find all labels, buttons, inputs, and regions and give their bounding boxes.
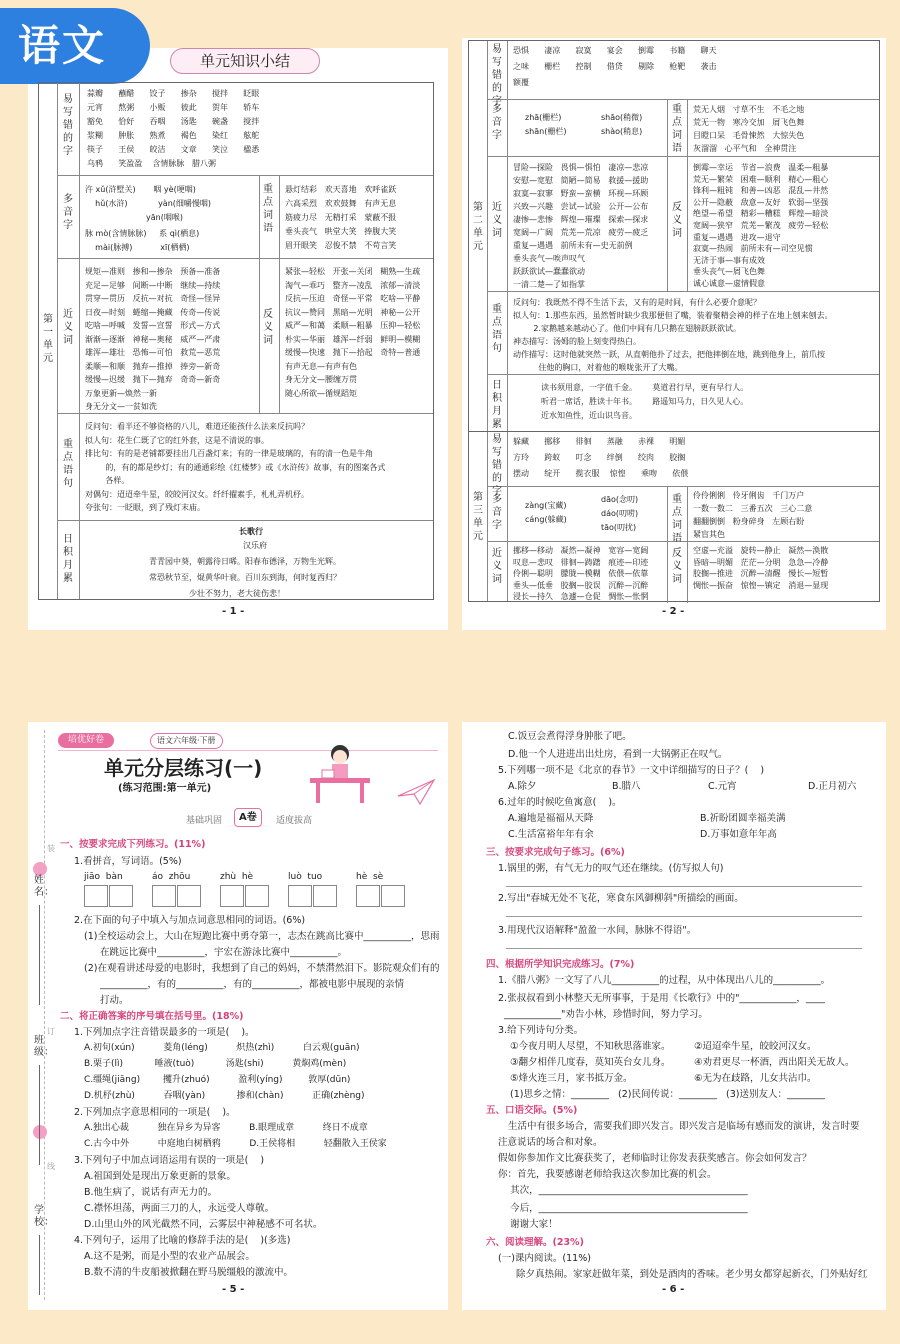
text-line: 浸长—持久 急遽—仓促 惆怅—怅惘 — [513, 592, 649, 602]
tab-right: 适度拔高 — [276, 816, 313, 826]
binding-hole — [33, 862, 47, 876]
text-line: 其次，____________________________________________ — [498, 1185, 748, 1196]
section-heading: 二、将正确答案的序号填在括号里。(18%) — [60, 1011, 244, 1022]
poem: ⑥无为在歧路，儿女共沾巾。 — [694, 1073, 817, 1084]
text-line: 眉开眼笑 忍俊不禁 不苟言笑 — [285, 241, 397, 250]
answer-box[interactable] — [288, 885, 352, 907]
question: (一)课内阅读。(11%) — [498, 1253, 591, 1264]
text-line: 紧张—轻松 开张—关闭 糊熟—生疏 — [285, 267, 421, 276]
text-line: 胶搁—推进 沉醉—清醒 慢长—短暂 — [693, 569, 829, 579]
grade-label: 语文六年级·下册 — [150, 733, 223, 749]
pinyin-label: áo zhōu — [152, 872, 191, 882]
text-line: 近水知鱼性，近山识鸟音。 — [541, 411, 637, 420]
option-line: C.襟怀坦荡，两面三刀的人，永远受人尊敬。 — [84, 1203, 275, 1214]
fold-mark: 订 — [47, 1027, 55, 1036]
row-label: 反义词 — [672, 202, 682, 239]
text-line: 叹息—悲叹 徘徊—踌躇 痕迹—印迹 — [513, 557, 649, 567]
page-number: - 6 - — [662, 1284, 685, 1295]
text-line: 谢谢大家！ — [498, 1219, 558, 1230]
text-line: shāo(稍微) — [601, 113, 643, 122]
text-line: 的，有的都是纱灯；有的通通彩绘《红楼梦》或《水浒传》故事，有的图案各式 — [85, 462, 386, 472]
option-line: C.缰绳(jiāng) 攫升(zhuó) 盈利(yíng) 敦厚(dūn) — [84, 1075, 351, 1085]
text-line: 拟人句：花生仁既了它的红外套，这是不清说的事。 — [85, 435, 269, 445]
text-line: 生活中有很多场合，需要我们即兴发言。即兴发言是临场有感而发的演讲，发言时要 — [508, 1121, 860, 1132]
text-line: 摆动 绽开 揽衣服 惊惶 乘吻 依偎 — [513, 469, 689, 478]
page-subtitle: (练习范围:第一单元) — [118, 783, 212, 794]
text-line: 灰溜溜 心平气和 全神贯注 — [693, 144, 797, 153]
text-line: 随心所欲—循规蹈矩 — [285, 388, 357, 398]
text-line: 身无分文—腰缠万贯 — [285, 375, 357, 384]
text-line: 冒险—探险 畏惧—惧怕 凄凉—悲凉 — [513, 163, 649, 172]
text-line: 重复—遇遇 进攻—退守 — [693, 232, 781, 242]
row-label: 重点词语 — [263, 184, 273, 234]
text-line: 抗议—赞同 黑暗—光明 神秘—公开 — [285, 307, 421, 317]
text-line: 听君一席话，胜读十年书。 路遥知马力，日久见人心。 — [541, 397, 749, 406]
text-line: 假如你参加作文比赛获奖了，老师临时让你发表获奖感言。你会如何发言？ — [498, 1153, 812, 1164]
option-line: D.他一个人进进出出灶房，看到一大锅粥正在叹气。 — [508, 749, 728, 760]
page2-table — [468, 40, 880, 602]
text-line: 今后，____________________________________________ — [498, 1203, 748, 1214]
text-line: 锋利—粗钝 和善—凶恶 混乱—井然 — [693, 186, 829, 196]
text-line: 紧盲其色 — [693, 530, 725, 539]
answer-box[interactable] — [152, 885, 216, 907]
row-label: 重点词语 — [672, 104, 682, 154]
row-label: 重点语句 — [63, 439, 73, 489]
text-line: 雄浑—雄壮 恐怖—可怕 救荒—恶荒 — [85, 348, 221, 357]
text-line: 宽阔—广阔 荒芜—荒凉 疲劳—疲乏 — [513, 228, 649, 237]
text-line: 反问句：我既然不得不生活下去，又有的是时间，有什么必要介意呢？ — [513, 298, 761, 307]
unit-label: 第三单元 — [473, 492, 483, 542]
text-line: 住他的胸口，对着他的喉咙张开了大嘴。 — [513, 363, 683, 372]
option: A.除夕 — [508, 781, 537, 792]
text-line: 拟人句：1.那些东西，虽然暂时缺少我那便但了嘴，装着聚精会神的样子在地上刨来刨去。 — [513, 311, 833, 320]
text-line: shào(稍息) — [601, 127, 643, 136]
text-line: 缓慢—快速 抛下—拾起 奇特—普通 — [285, 348, 421, 357]
page-number: - 5 - — [222, 1284, 245, 1295]
text-line: hǔ(水浒) yàn(细嚼慢咽) — [85, 199, 212, 208]
text-line: 打动。 — [100, 995, 129, 1006]
text-line: (2)在观看讲述母爱的电影时，我想到了自己的妈妈，不禁潸然泪下。影院观众们有的 — [84, 963, 440, 974]
answer-box[interactable] — [220, 885, 284, 907]
row-label: 日积月累 — [492, 380, 502, 430]
text-line: 安慰—宽慰 简陋—简易 救援—援助 — [513, 176, 649, 185]
text-line: 有声无息—有声有色 — [285, 361, 357, 371]
paper-plane-icon — [396, 778, 436, 806]
summary-title: 单元知识小结 — [170, 48, 320, 74]
text-line: 一清二楚—了如指掌 — [513, 280, 585, 289]
text-line: 六高采烈 欢欢鼓舞 有声无息 — [285, 199, 397, 208]
text-line: (1)全校运动会上，大山在短跑比赛中勇夺第一，志杰在跳高比赛中__________，思雨 — [84, 931, 440, 942]
text-line: 反问句：看半还不够资格的八儿，难道还能孩什么法来反抗吗？ — [85, 422, 309, 431]
text-line: 重复—遇遇 前所未有—史无前例 — [513, 241, 633, 250]
text-line: 翻翻倒倒 粉身碎身 左顾右盼 — [693, 517, 805, 526]
text-line: 威严—和蔼 柔顺—粗暴 压抑—轻松 — [285, 321, 421, 330]
answer-line[interactable] — [506, 886, 862, 887]
text-line: 筷子 王侯 皎洁 文章 笑泣 楹悉 — [87, 145, 260, 154]
row-label: 日积月累 — [63, 534, 73, 584]
section-heading: 一、按要求完成下列练习。(11%) — [60, 839, 206, 850]
text-line: 贯穿—贯历 反抗—对抗 奇怪—怪异 — [85, 294, 221, 303]
text-line: 日夜—时刻 蜷缩—掩藏 传奇—传说 — [85, 307, 221, 317]
text-line: yān(咽喉) — [85, 213, 183, 222]
unit-label: 第二单元 — [473, 202, 483, 252]
option: C.生活富裕年年有余 — [508, 829, 594, 840]
text-line: 动作描写：这时他就突然一跃，从直朝他扑了过去，把他摔倒在地，跳到他身上，前爪按 — [513, 350, 825, 359]
text-line: 规矩—准则 掺和—掺杂 预备—准备 — [85, 267, 221, 276]
text-line: 浆糊 肿胀 熟煮 褐色 染红 舷舵 — [87, 131, 260, 140]
text-line: 跃跃欲试—蠢蠢欲动 — [513, 267, 585, 276]
question: 2.写出"春城无处不飞花，寒食东风御柳斜"所描绘的画面。 — [498, 893, 744, 904]
pinyin-label: luò tuo — [288, 872, 323, 882]
text-line: 额覆 — [513, 78, 529, 87]
text-line: 神态描写：汤姆的脸上刻变得热白。 — [513, 337, 641, 346]
text-line: 豁免 恰好 吞咽 汤匙 碗盏 搅拌 — [87, 117, 260, 126]
text-line: 排比句：有的是老铺都要挂出几百盏灯来；有的一律是玻璃的，有的清一色是牛角 — [85, 449, 373, 458]
fold-mark: 线 — [47, 1162, 55, 1171]
text-line: 之味 栅栏 控制 借贷 剔除 枪靶 袭击 — [513, 62, 717, 71]
poem: ②迢迢牵牛星，皎皎河汉女。 — [694, 1041, 817, 1052]
text-line: 蒜瓣 蘸醋 饺子 掺杂 搅拌 眨眼 — [87, 89, 260, 98]
row-label: 易写错的字 — [63, 94, 73, 157]
text-line: 惆怅—振奋 惊惶—镇定 消退—显现 — [693, 580, 829, 590]
text-line: 吃啥—呼喊 发誓—宣誓 形式—方式 — [85, 321, 221, 330]
text-line: zhā(栅栏) — [525, 113, 562, 122]
question: 4.下列句子，运用了比喻的修辞手法的是( )(多选) — [74, 1235, 291, 1246]
row-label: 反义词 — [672, 548, 682, 585]
option: D.万事如意年年高 — [700, 829, 777, 840]
side-label: 班级： — [34, 1035, 54, 1058]
option-line: A.这不是粥，而是小型的农业产品展会。 — [84, 1251, 255, 1262]
text-line: 兴致—兴趣 尝试—试验 公开—公布 — [513, 202, 649, 211]
text-line: 公开—隐蔽 敌意—友好 软弱—坚强 — [693, 197, 829, 207]
row-label: 重点语句 — [492, 304, 502, 354]
pinyin-group — [288, 872, 352, 907]
section-heading: 六、阅读理解。(23%) — [486, 1237, 584, 1248]
row-label: 反义词 — [263, 309, 273, 346]
question: 1.下列加点字注音错误最多的一项是( )。 — [74, 1027, 255, 1038]
pinyin-group — [356, 872, 420, 907]
student-illustration — [300, 740, 380, 810]
pinyin-label: jiāo bàn — [84, 872, 123, 882]
option-line: A.独出心裁 独在异乡为异客 B.眼理成章 终日不成章 — [84, 1123, 368, 1133]
poem-title: 长歌行 — [239, 527, 263, 536]
question: 2.张叔叔看到小林整天无所事事，于是用《长歌行》中的"____________，____ — [498, 993, 825, 1004]
poem-line: 少壮不努力，老大徒伤悲！ — [189, 589, 285, 598]
text-line: 垂头—低垂 胶搁—胶误 沉醉—沉醉 — [513, 580, 649, 590]
question: ____________"劝告小林，珍惜时间，努力学习。 — [498, 1009, 708, 1020]
text-line: 读书须用意，一字值千金。 莫道君行早，更有早行人。 — [541, 383, 749, 392]
option-line: B.栗子(lì) 唾液(tuò) 汤匙(shi) 黄焖鸡(mèn) — [84, 1059, 347, 1069]
text-line: cáng(躲藏) — [525, 515, 567, 524]
text-line: shān(栅栏) — [525, 127, 567, 136]
answer-box[interactable] — [356, 885, 420, 907]
poem-line: 青青园中葵，朝露待日晞。阳春布德泽，万物生光辉。 — [149, 557, 341, 566]
text-line: 身无分文—一贫如洗 — [85, 402, 157, 411]
text-line: 各样。 — [85, 476, 130, 485]
option-line: B.数不清的牛皮船被掀翻在野马脱缰般的激流中。 — [84, 1267, 294, 1278]
poem-classification: (1)思乡之情：________ (2)民间传说：________ (3)送别友人：________ — [510, 1089, 825, 1100]
page-title: 单元分层练习(一) — [104, 756, 263, 780]
text-line: 空虚—充溢 旋转—静止 凝然—涣散 — [693, 546, 829, 555]
text-line: 充足—足够 间断—中断 继续—持续 — [85, 280, 221, 290]
text-line: __________，有的__________，有的__________，都被电影中展现的亲情 — [100, 979, 405, 990]
text-line: 恐惧 凄凉 寂寞 宴会 倒霉 书籍 聊天 — [513, 46, 717, 55]
page-number: - 1 - — [222, 606, 245, 617]
text-line: 荒无—繁荣 困难—顺利 精心—粗心 — [693, 174, 829, 184]
option-line: C.古今中外 中庭地白树栖鸦 D.王侯将相 轻翻散入王侯家 — [84, 1139, 387, 1149]
text-line: 躲藏 挪移 徘徊 蒸融 赤裸 明媚 — [513, 437, 686, 446]
section-heading: 三、按要求完成句子练习。(6%) — [486, 847, 625, 858]
side-label: 姓名： — [34, 875, 54, 898]
pinyin-label: zhù hè — [220, 872, 254, 882]
unit-label: 第一单元 — [43, 314, 53, 364]
text-line: 寂寞—寂寥 野蛮—蛮横 环视—环顾 — [513, 189, 649, 198]
pinyin-group — [220, 872, 284, 907]
text-line: 柔顺—和顺 抛弃—推掉 捧旁—新奇 — [85, 361, 221, 371]
text-line: 宽阔—狭窄 荒芜—繁茂 疲劳—轻松 — [693, 221, 829, 230]
text-line: 悬灯结彩 欢天喜地 欢呼雀跃 — [285, 185, 397, 194]
page-number: - 2 - — [662, 606, 685, 617]
text-line: 方玲 跨蚁 叮念 绊倒 绞肉 胶搁 — [513, 453, 686, 462]
text-line: 夸张句：一眨眼，到了残灯末庙。 — [85, 503, 205, 512]
poem: ①今夜月明人尽望，不知秋思落谁家。 — [510, 1041, 671, 1052]
poem-author: 汉乐府 — [243, 541, 267, 550]
page1-table — [38, 82, 434, 600]
question: 2.下列加点字意思相同的一项是( )。 — [74, 1107, 236, 1118]
text-line: 垂头丧气—唉声叹气 — [513, 254, 585, 263]
option-line: B.他生病了，说话有声无力的。 — [84, 1187, 218, 1198]
question: 5.下列哪一项不是《北京的春节》一文中详细描写的日子？( ) — [498, 765, 765, 776]
row-label: 易写错的字 — [492, 44, 502, 107]
text-line: 汻 xǔ(浒墅关) 咽 yè(哽咽) — [85, 185, 196, 194]
tab-mid: A卷 — [234, 808, 262, 827]
poem: ③翻夕相伴几度春，莫知英台女儿身。 — [510, 1057, 671, 1068]
text-line: 诚心诚意—虚情假意 — [693, 279, 765, 288]
option: A.遍地是福福从天降 — [508, 813, 594, 824]
text-line: 2.家鹅越来越动心了。他们中间有几只鹅在翅膀跃跃欲试。 — [513, 324, 741, 333]
row-label: 多音字 — [63, 194, 73, 231]
pinyin-label: hè sè — [356, 872, 384, 882]
text-line: 绝望—希望 精彩—糟糕 辉煌—暗淡 — [693, 209, 829, 219]
text-line: 缓慢—迟缓 抛下—抛弃 奇奇—新奇 — [85, 375, 221, 384]
text-line: 伶伶俐俐 伶牙俐齿 千门万户 — [693, 491, 805, 500]
text-line: dáo(叨唠) — [601, 509, 639, 518]
option: C.元宵 — [708, 781, 737, 792]
answer-line[interactable] — [506, 916, 862, 917]
text-line: 渐渐—逐渐 神秘—奥秘 威严—严肃 — [85, 334, 221, 344]
question: 6.过年的时候吃鱼寓意( )。 — [498, 797, 622, 808]
row-label: 重点词语 — [672, 494, 682, 544]
text-line: 荒无一物 寒冷交加 屑飞色舞 — [693, 118, 805, 127]
text-line: 乌鸦 笑盈盈 含情脉脉 腊八粥 — [87, 159, 217, 168]
text-line: mài(脉搏) xī(栖栖) — [85, 243, 190, 252]
text-line: 注意说话的场合和对象。 — [498, 1137, 603, 1148]
text-line: 你：首先，我要感谢老师给我这次参加比赛的机会。 — [498, 1169, 717, 1180]
option-line: D.山里山外的风光截然不同，云雾层中神秘感不可名状。 — [84, 1219, 323, 1230]
text-line: 脉 mò(含情脉脉) 系 qì(栖息) — [85, 229, 200, 238]
question: 1.《腊八粥》一文写了八儿__________的过程，从中体现出八儿的__________。 — [498, 975, 831, 986]
option: D.正月初六 — [808, 781, 857, 792]
question: 1.锅里的粥，有气无力的叹气还在继续。(仿写拟人句) — [498, 863, 724, 874]
text-line: 筋疲力尽 无精打采 蒙蔽不报 — [285, 213, 397, 222]
option-line: C.饭豆会煮得浮身肿胀了吧。 — [508, 731, 632, 742]
text-line: 反抗—压迫 奇怪—平常 吃啥—平静 — [285, 294, 421, 303]
answer-line[interactable] — [506, 948, 862, 949]
row-label: 易写错的字 — [492, 434, 502, 497]
text-line: zàng(宝藏) — [525, 501, 567, 510]
row-label: 多音字 — [492, 494, 502, 531]
tab-left: 基础巩固 — [186, 816, 223, 826]
subject-tag: 语文 — [0, 8, 150, 84]
row-label: 近义词 — [492, 548, 502, 585]
text-line: 挪移—移动 凝然—凝神 宽容—宽阔 — [513, 546, 649, 555]
text-line: 对偶句：迢迢牵牛星，皎皎河汉女。纤纤擢素手，札札弄机杼。 — [85, 489, 309, 499]
text-line: 淘气—乖巧 整齐—凌乱 浓郁—清淡 — [285, 280, 421, 290]
option: B.祈盼团圆幸福美满 — [700, 813, 786, 824]
side-label: 学校： — [34, 1205, 54, 1228]
text-line: 寂寞—热闹 前所未有—司空见惯 — [693, 244, 813, 254]
text-line: 倒霉—幸运 节省—浪费 温柔—粗暴 — [693, 163, 829, 172]
text-line: 垂头丧气—屑飞色舞 — [693, 267, 765, 277]
fold-mark: 装 — [47, 844, 55, 853]
text-line: 昏暗—明媚 茫茫—分明 急急—冷静 — [693, 557, 829, 567]
text-line: 凄惨—悲惨 辉煌—璀璨 探索—探求 — [513, 215, 649, 224]
binding-hole — [33, 1125, 47, 1139]
badge: 培优好卷 — [58, 733, 114, 748]
poem: ④劝君更尽一杯酒，西出阳关无故人。 — [694, 1057, 855, 1068]
option-line: A.初旬(xún) 菱角(léng) 炽热(zhì) 白云观(guān) — [84, 1043, 360, 1053]
question: 3.下列句子中加点词语运用有误的一项是( ) — [74, 1155, 265, 1166]
text-line: 垂头丧气 哄堂大笑 捧腹大笑 — [285, 227, 397, 236]
pinyin-group — [84, 872, 148, 907]
text-line: tāo(叨扰) — [601, 523, 637, 532]
text-line: 伶俐—聪明 朦胧—模糊 依偎—依靠 — [513, 569, 649, 579]
question: 3.用现代汉语解释"盈盈一水间，脉脉不得语"。 — [498, 925, 697, 936]
option-line: A.祖国到处是现出万象更新的景象。 — [84, 1171, 236, 1182]
section-heading: 五、口语交际。(5%) — [486, 1105, 578, 1116]
text-line: 朴实—华丽 雄浑—纤弱 鲜明—模糊 — [285, 334, 421, 344]
question: 1.看拼音，写词语。(5%) — [74, 856, 182, 867]
section-heading: 四、根据所学知识完成练习。(7%) — [486, 959, 635, 970]
question: 3.给下列诗句分类。 — [498, 1025, 584, 1036]
text-line: 目瞪口呆 毛骨悚然 大惊失色 — [693, 131, 805, 140]
answer-box[interactable] — [84, 885, 148, 907]
text-line: 万象更新—焕然一新 — [85, 388, 157, 398]
option-line: D.机杼(zhù) 吞咽(yàn) 掺和(chàn) 正确(zhèng) — [84, 1091, 365, 1101]
text-line: 在跳远比赛中__________，宇宏在游泳比赛中__________。 — [100, 947, 348, 958]
option: B.腊八 — [612, 781, 641, 792]
text-line: 荒无人烟 寸草不生 不毛之地 — [693, 105, 805, 114]
text-line: dāo(念叨) — [601, 495, 639, 504]
poem: ⑤烽火连三月，家书抵万金。 — [510, 1073, 633, 1084]
row-label: 近义词 — [63, 309, 73, 346]
text-line: 一数一数二 三番五次 三心二意 — [693, 504, 813, 513]
row-label: 近义词 — [492, 202, 502, 239]
poem-line: 常恐秋节至，焜黄华叶衰。百川东到海，何时复西归？ — [149, 573, 341, 582]
question: 2.在下面的句子中填入与加点词意思相同的词语。(6%) — [74, 915, 306, 926]
text-line: 除夕真热闹。家家赶做年菜，到处是酒肉的香味。老少男女都穿起新衣，门外贴好红 — [516, 1269, 868, 1280]
row-label: 多音字 — [492, 104, 502, 141]
text-line: 元宵 熬粥 小贩 彼此 贺年 轿车 — [87, 103, 260, 112]
text-line: 无济于事—事有成效 — [693, 255, 765, 265]
pinyin-group — [152, 872, 216, 907]
